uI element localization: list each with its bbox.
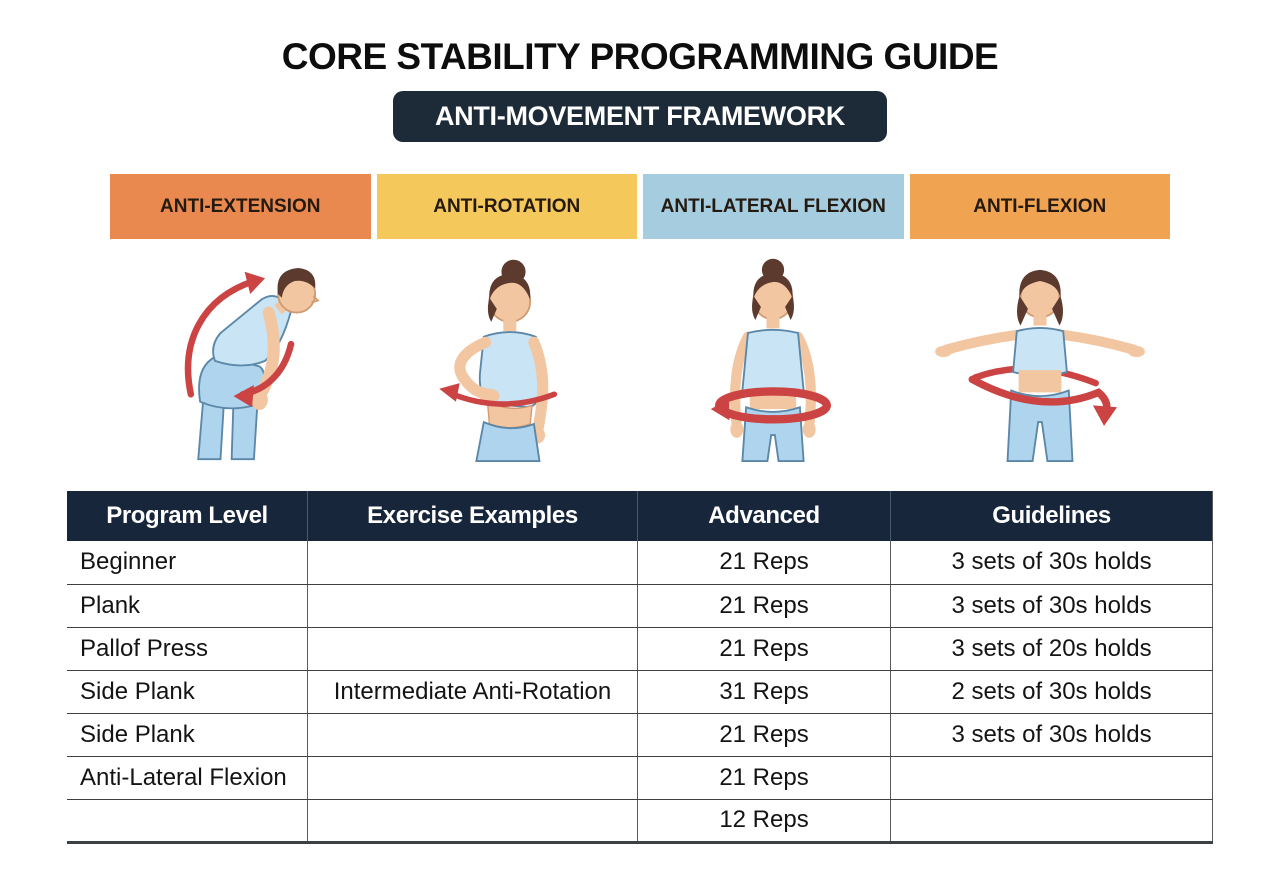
illustration-row [110, 243, 1170, 475]
cell-guidelines [891, 799, 1213, 842]
anti-flexion-illustration [910, 243, 1171, 475]
cell-guidelines: 3 sets of 20s holds [891, 627, 1213, 670]
cell-exercise-examples [308, 756, 638, 799]
cell-guidelines: 3 sets of 30s holds [891, 541, 1213, 584]
cell-advanced: 21 Reps [637, 627, 890, 670]
cell-exercise-examples: Intermediate Anti-Rotation [308, 670, 638, 713]
cell-program-level: Side Plank [67, 713, 308, 756]
cell-guidelines: 3 sets of 30s holds [891, 713, 1213, 756]
program-table [67, 491, 1213, 844]
cell-program-level: Beginner [67, 541, 308, 584]
cell-advanced: 21 Reps [637, 584, 890, 627]
cell-advanced: 21 Reps [637, 713, 890, 756]
table-header-row [67, 491, 1213, 541]
category-label: ANTI-ROTATION [433, 195, 581, 217]
cell-exercise-examples [308, 713, 638, 756]
man-bending-forward-icon [124, 246, 356, 472]
column-header-program-level: Program Level [67, 491, 308, 541]
category-label: ANTI-EXTENSION [160, 195, 321, 217]
cell-program-level: Anti-Lateral Flexion [67, 756, 308, 799]
table-row [67, 584, 1213, 627]
woman-standing-waist-band-icon [657, 246, 889, 472]
column-header-advanced: Advanced [637, 491, 890, 541]
category-label: ANTI-LATERAL FLEXION [660, 195, 886, 217]
woman-torso-rotation-icon [391, 246, 623, 472]
cell-advanced: 21 Reps [637, 756, 890, 799]
woman-arms-extended-rotation-icon [924, 246, 1156, 472]
category-anti-extension [110, 174, 371, 239]
anti-lateral-flexion-illustration [643, 243, 904, 475]
cell-guidelines [891, 756, 1213, 799]
column-header-guidelines: Guidelines [891, 491, 1213, 541]
category-band-row [110, 174, 1170, 239]
cell-exercise-examples [308, 584, 638, 627]
cell-guidelines: 2 sets of 30s holds [891, 670, 1213, 713]
cell-advanced: 21 Reps [637, 541, 890, 584]
category-anti-rotation [377, 174, 638, 239]
table-row [67, 627, 1213, 670]
cell-exercise-examples [308, 541, 638, 584]
category-label: ANTI-FLEXION [973, 195, 1107, 217]
cell-advanced: 12 Reps [637, 799, 890, 842]
cell-exercise-examples [308, 799, 638, 842]
cell-program-level: Pallof Press [67, 627, 308, 670]
cell-program-level: Plank [67, 584, 308, 627]
cell-program-level [67, 799, 308, 842]
anti-extension-illustration [110, 243, 371, 475]
table-row [67, 670, 1213, 713]
column-header-exercise-examples: Exercise Examples [308, 491, 638, 541]
table-row [67, 541, 1213, 584]
anti-rotation-illustration [377, 243, 638, 475]
category-anti-lateral-flexion [643, 174, 904, 239]
category-anti-flexion [910, 174, 1171, 239]
page-title: CORE STABILITY PROGRAMMING GUIDE [281, 36, 999, 77]
cell-guidelines: 3 sets of 30s holds [891, 584, 1213, 627]
table-row [67, 713, 1213, 756]
cell-advanced: 31 Reps [637, 670, 890, 713]
cell-exercise-examples [308, 627, 638, 670]
table-row [67, 799, 1213, 842]
table-row [67, 756, 1213, 799]
cell-program-level: Side Plank [67, 670, 308, 713]
framework-badge: ANTI-MOVEMENT FRAMEWORK [393, 91, 887, 142]
